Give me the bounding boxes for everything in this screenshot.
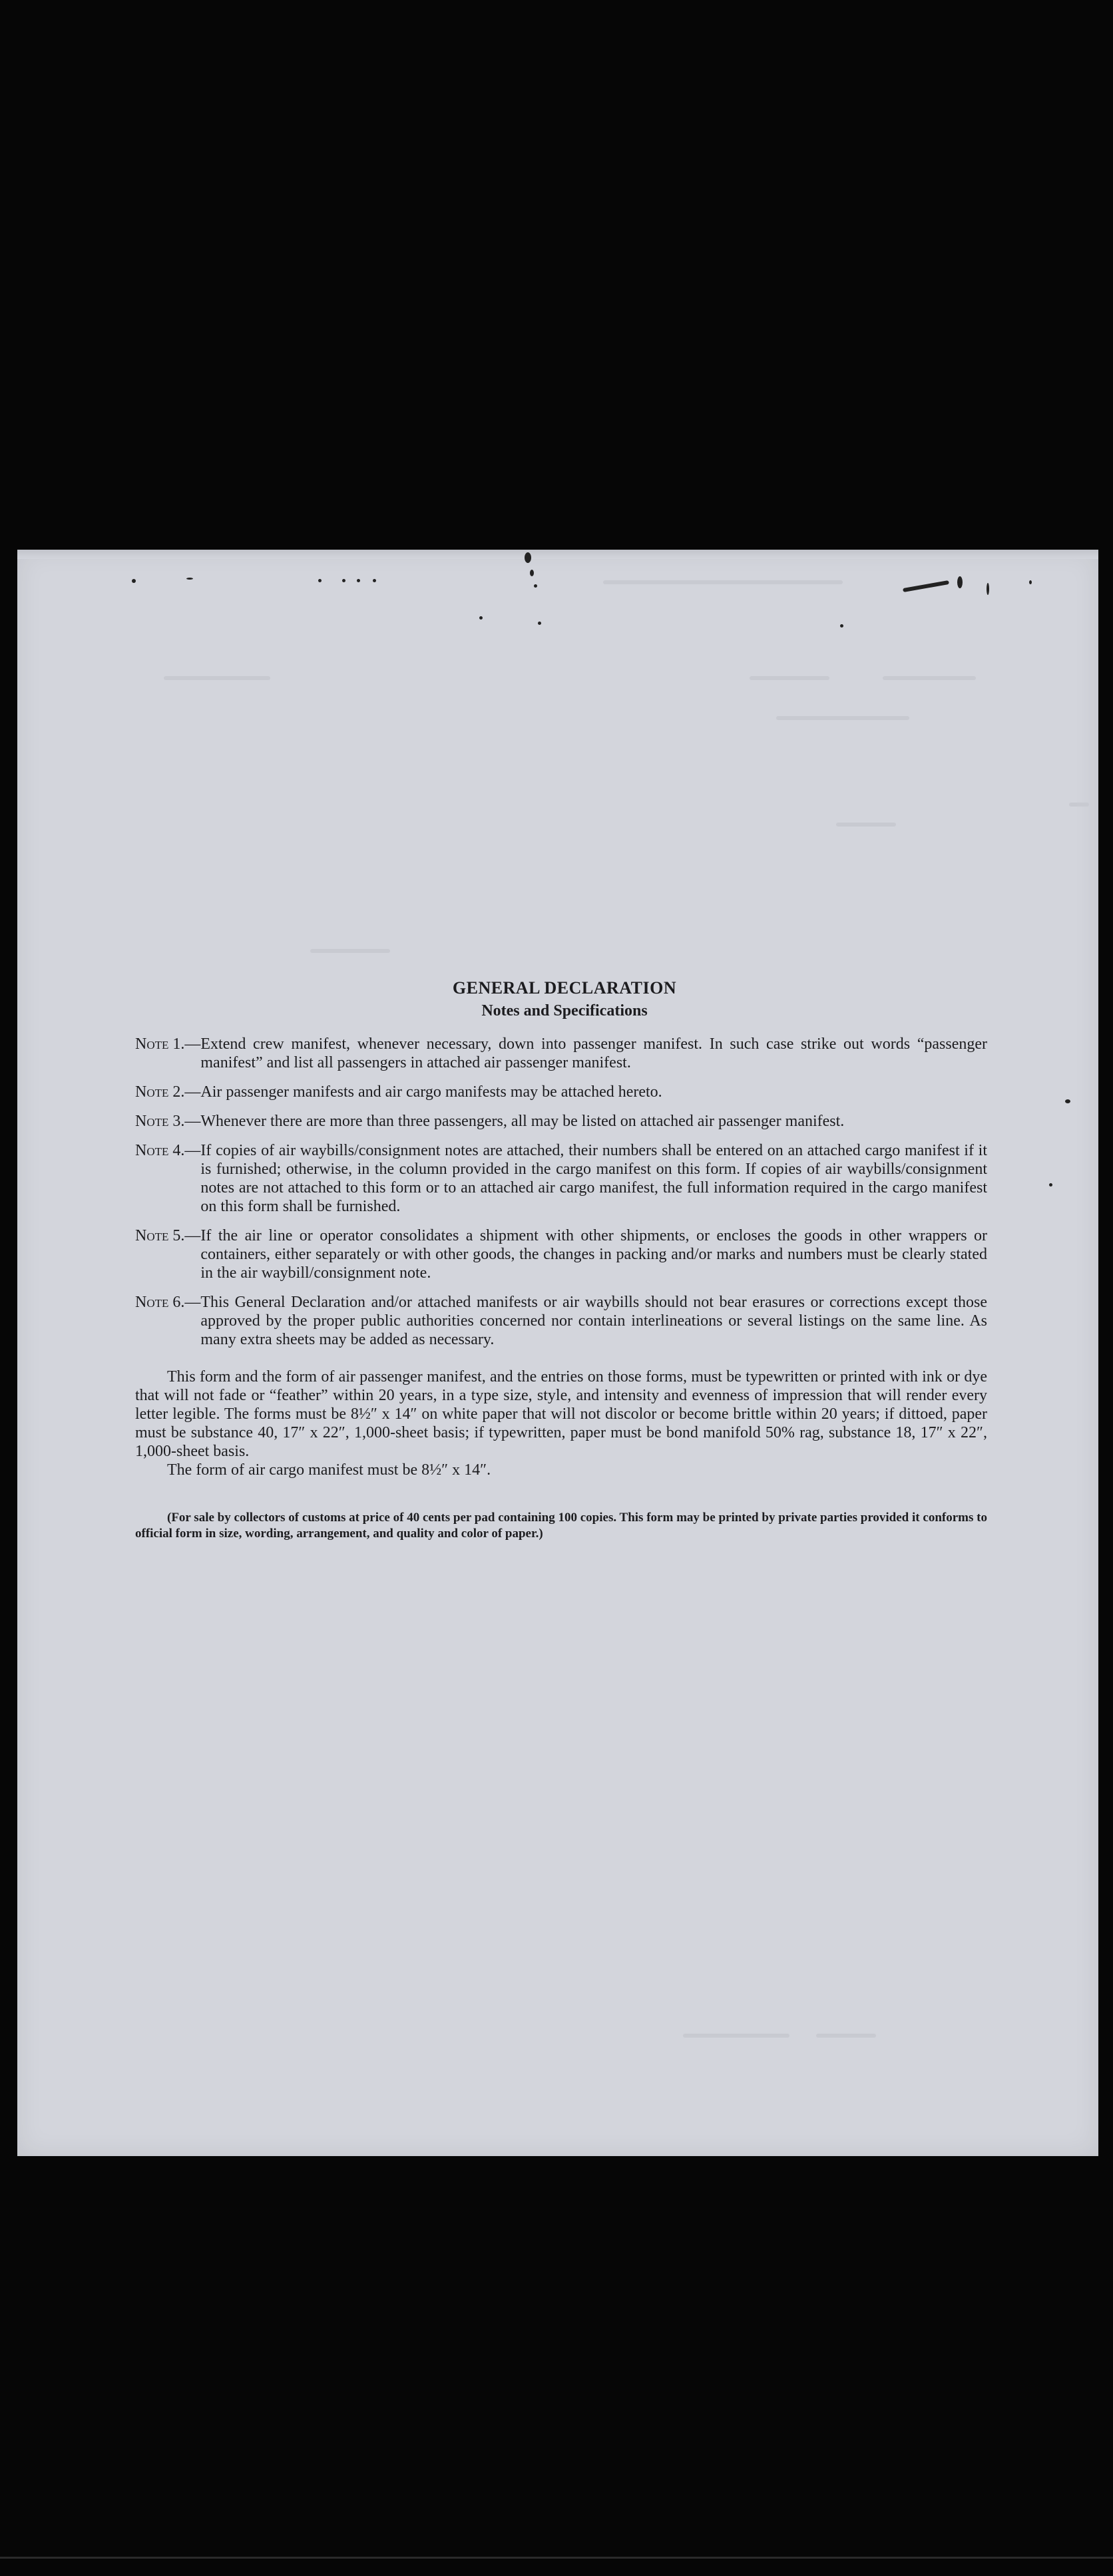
note-1 [135,1035,987,1072]
note-3 [135,1112,987,1131]
document-sheet [17,550,1098,2156]
notes-content [135,979,987,1542]
scan-border-line [0,2557,1113,2559]
sheet-top-edge [17,550,1098,559]
note-4 [135,1141,987,1216]
note-text: If copies of air waybills/consignment notes are attached, their numbers shall be entered on an attached cargo manifest if it is furnished; otherwise, in the column provided in the cargo manifest on this form. If copies of air waybills/consignment notes are not attached to this form or to an attached air cargo manifest, the full information required in the cargo manifest on this form shall be furnished. [200,1142,987,1215]
cargo-manifest-size-paragraph: The form of air cargo manifest must be 8½″ x 14″. [167,1461,491,1479]
note-2 [135,1083,987,1101]
note-6 [135,1293,987,1349]
note-text: Air passenger manifests and air cargo manifests may be attached hereto. [200,1083,662,1101]
document-title: GENERAL DECLARATION [452,978,677,998]
note-label: Note 5.— [135,1227,201,1244]
document-subtitle: Notes and Specifications [481,1002,648,1019]
notes-list [135,1035,987,1349]
note-label: Note 3.— [135,1113,201,1130]
note-label: Note 2.— [135,1083,201,1101]
sale-footnote: (For sale by collectors of customs at price of 40 cents per pad containing 100 copies. This form may be printed by private parties provided it conforms to official form in size, wording, arrangement, and quality and color of paper.) [135,1511,987,1541]
note-text: Extend crew manifest, whenever necessary, down into passenger manifest. In such case strike out words “passenger manifest” and list all passengers in attached air passenger manifest. [200,1035,987,1071]
specification-paragraph: This form and the form of air passenger manifest, and the entries on those forms, must be typewritten or printed with ink or dye that will not fade or “feather” within 20 years, in a type size, style, and intensity and evenness of impression that will render every letter legible. The forms must be 8½″ x 14″ on white paper that will not discolor or become brittle within 20 years; if dittoed, paper must be substance 40, 17″ x 22″, 1,000-sheet basis; if typewritten, paper must be bond manifold 50% rag, substance 18, 17″ x 22″, 1,000-sheet basis. [135,1368,987,1460]
note-label: Note 6.— [135,1294,201,1311]
note-5 [135,1226,987,1282]
note-text: This General Declaration and/or attached manifests or air waybills should not bear erasures or corrections except those approved by the proper public authorities concerned nor contain interlineations or several listings on the same line. As many extra sheets may be added as necessary. [200,1294,987,1348]
note-text: Whenever there are more than three passengers, all may be listed on attached air passenger manifest. [200,1113,845,1130]
note-label: Note 1.— [135,1035,201,1053]
note-label: Note 4.— [135,1142,201,1159]
note-text: If the air line or operator consolidates a shipment with other shipments, or encloses the goods in other wrappers or containers, either separately or with other goods, the changes in packing and/or marks and numbers must be clearly stated in the air waybill/consignment note. [200,1227,987,1282]
